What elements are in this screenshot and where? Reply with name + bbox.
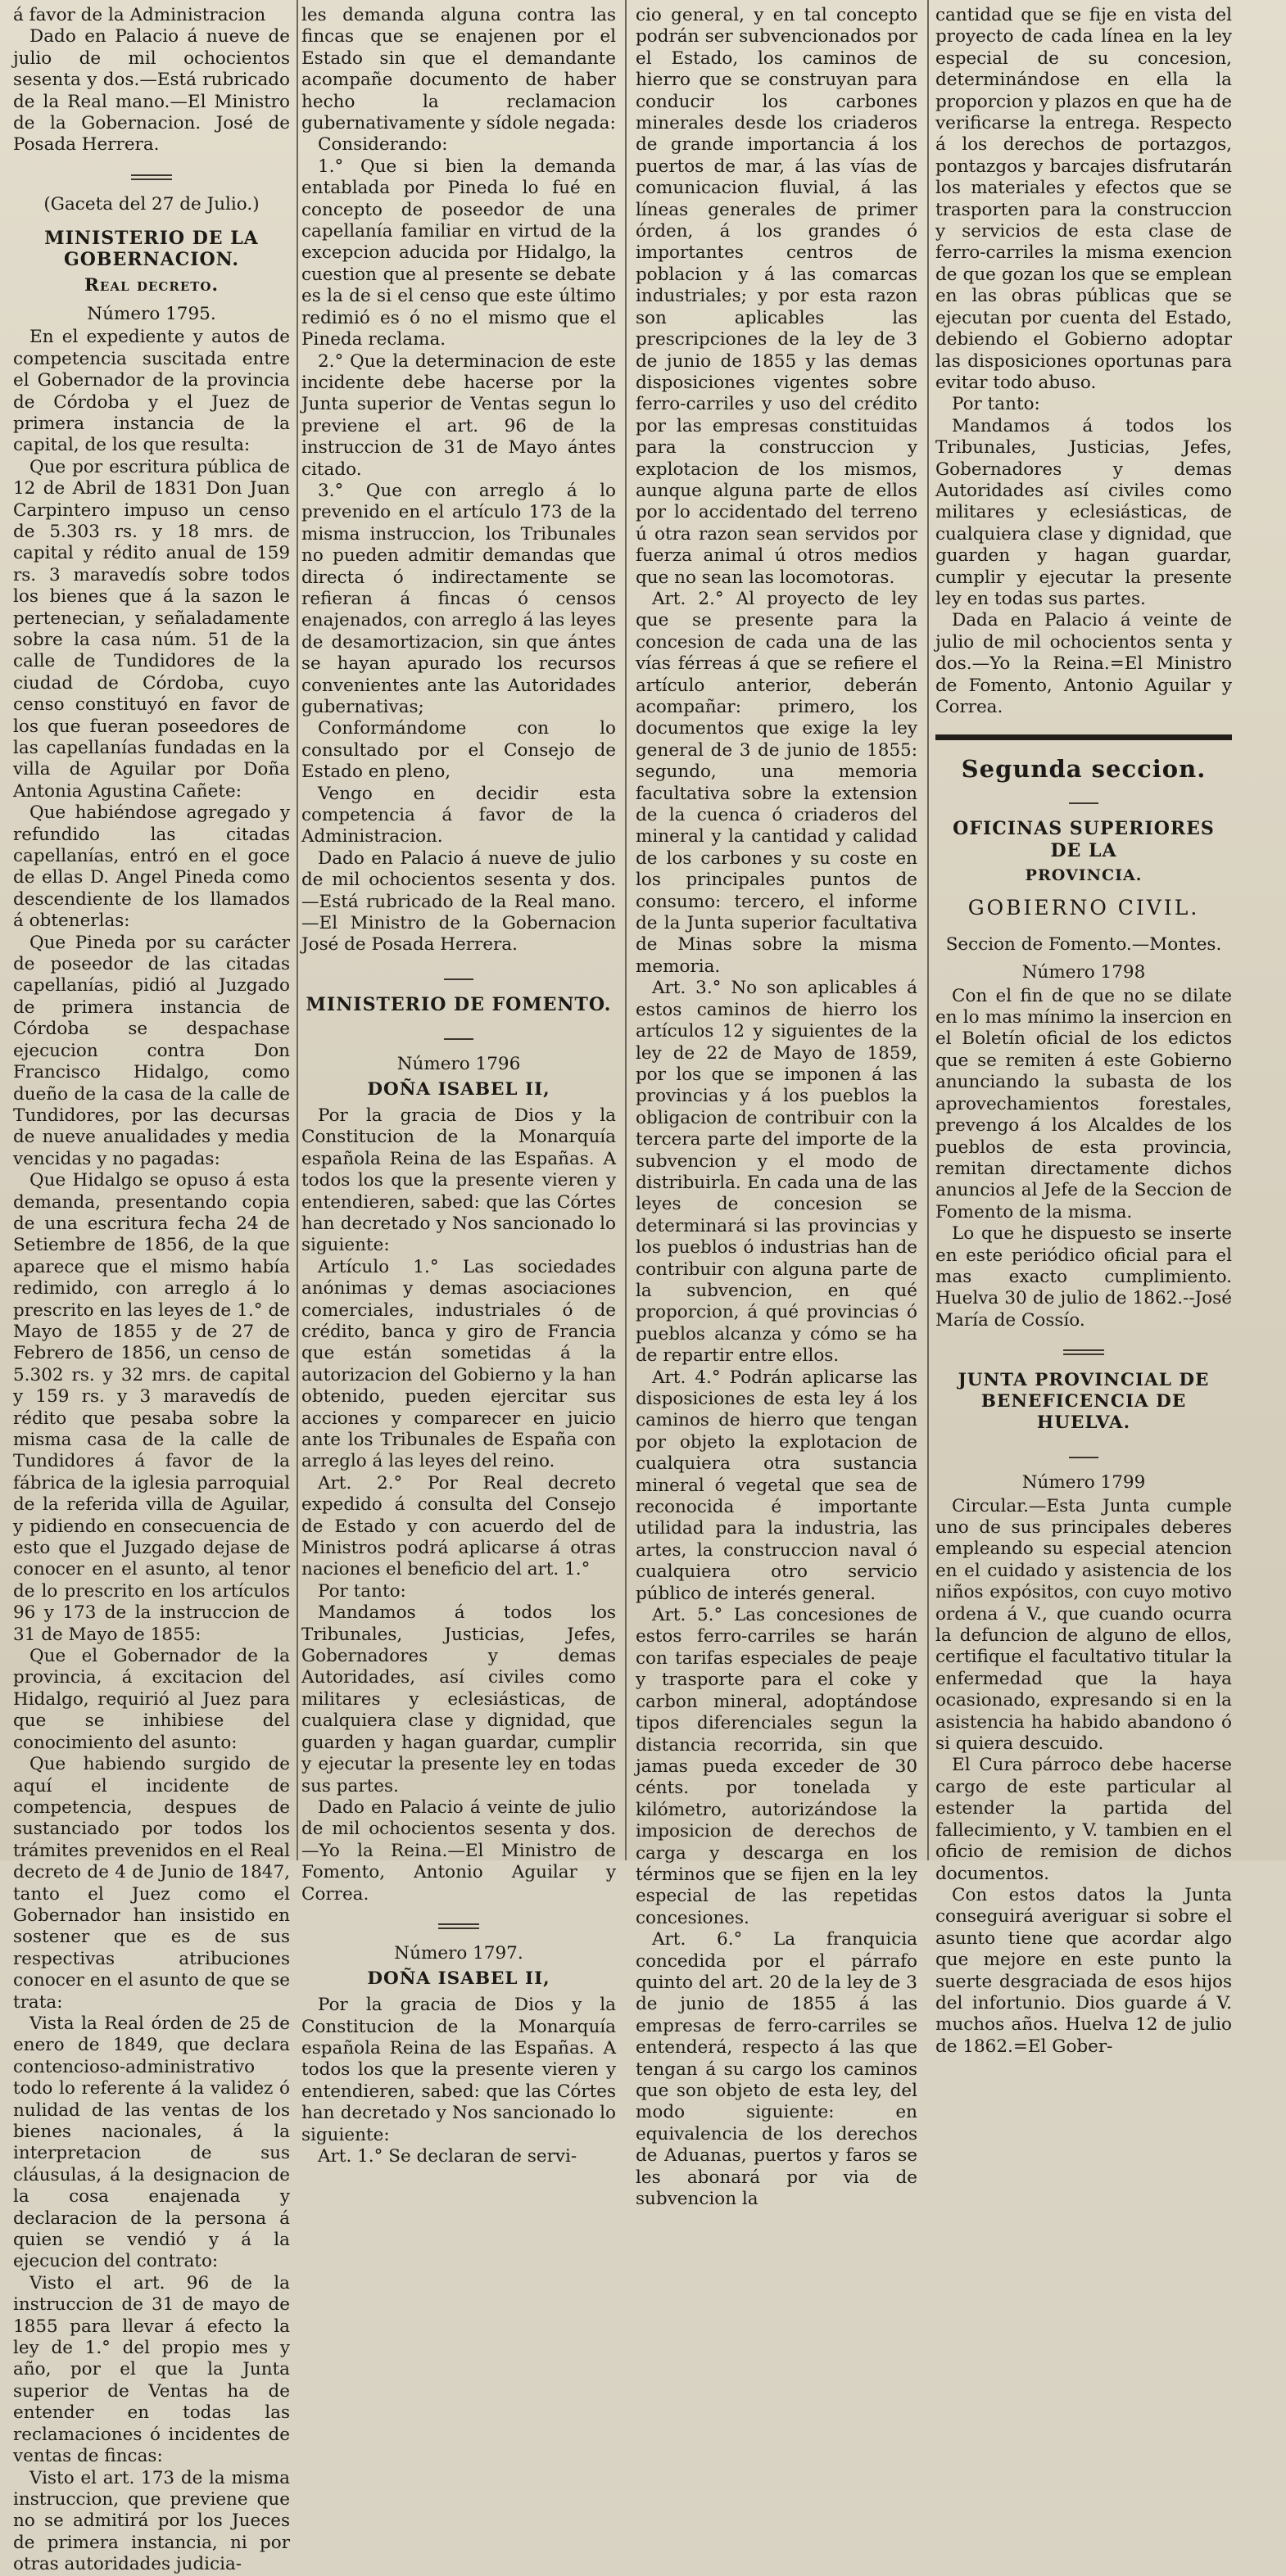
column-4 — [935, 0, 1232, 2057]
separator — [935, 789, 1232, 810]
paragraph: Que habiendo surgido de aquí el incidente de competencia, despues de sustanciado por todos los trámites prevenidos en el Real decreto de 4 de Junio de 1847, tanto el Juez como el Gobernador han insistido en sostener que es de sus respectivas atribuciones conocer en el asunto de que se trata: — [13, 1754, 290, 2013]
paragraph: Por tanto: — [318, 1580, 406, 1602]
paragraph: Considerando: — [318, 134, 448, 156]
paragraph: Mandamos á todos los Tribunales, Justicias, Jefes, Gobernadores y demas Autoridades, así civiles como militares y eclesiásticas, de cualquiera clase y dignidad, que guarden y hagan guardar, cumplir y ejecutar la presente ley en todas sus partes. — [301, 1602, 616, 1796]
paragraph: Visto el art. 96 de la instruccion de 31 de mayo de 1855 para llevar á efecto la ley de 1.° del propio mes y año, por el que la Junta superior de Ventas ha de entender en todas las reclamaciones ó incidentes de ventas de fincas: — [13, 2272, 290, 2467]
paragraph: 2.° Que la determinacion de este incidente debe hacerse por la Junta superior de Ventas segun lo previene el art. 96 de la instruccion de 31 de Mayo ántes citado. — [301, 350, 616, 480]
item-number: Número 1795. — [87, 303, 216, 324]
paragraph: cio general, y en tal concepto podrán ser subvencionados por el Estado, los caminos de hierro que se construyan para conducir los carbones minerales desde los criaderos de grande importancia á los puertos de mar, á las vías de comunicacion fluvial, á las líneas generales de primer órden, á los grandes ó importantes centros de poblacion y á las comarcas industriales; y por esta razon son aplicables las prescripciones de la ley de 3 de junio de 1855 y las demas disposiciones vigentes sobre ferro-carriles y uso del crédito por las empresas constituidas para la construccion y explotacion de los mismos, aunque alguna parte de ellos por lo accidentado del terreno ú otra razon sean servidos por fuerza animal ú otros medios que no sean las locomotoras. — [636, 5, 917, 588]
column-1 — [13, 0, 290, 2575]
junta-title: JUNTA PROVINCIAL DE BENEFICENCIA DE HUELVA. — [958, 1369, 1210, 1434]
paragraph: Con estos datos la Junta conseguirá averiguar si sobre el asunto tiene que acordar algo que mejore en este punto la suerte desgraciada de esos hijos del infortunio. Dios guarde á V. muchos años. Huelva 12 de julio de 1862.=El Gober- — [935, 1884, 1232, 2057]
column-divider — [625, 0, 627, 1860]
paragraph: Vista la Real órden de 25 de enero de 1849, que declara contencioso-administrativo todo lo referente á la validez ó nulidad de las ventas de los bienes nacionales, á la interpretacion de sus cláusulas, á la designacion de la cosa enajenada y declaracion de la persona á quien se vendió y á la ejecucion del contrato: — [13, 2013, 290, 2272]
paragraph: 1.° Que si bien la demanda entablada por Pineda lo fué en concepto de poseedor de una capellanía familiar en virtud de la excepcion aducida por Hidalgo, la cuestion que al presente se debate es la de si el censo que este último redimió es ó no el mismo que el Pineda reclama. — [301, 156, 616, 350]
separator — [13, 165, 290, 186]
offices-subtitle: PROVINCIA. — [1025, 866, 1143, 885]
paragraph: Vengo en decidir esta competencia á favor de la Administracion. — [301, 783, 616, 847]
continuation-line: á favor de la Administracion — [13, 5, 266, 25]
column-2 — [301, 0, 616, 2167]
offices-title: OFICINAS SUPERIORES DE LA — [953, 818, 1215, 861]
queen-heading: DOÑA ISABEL II, — [367, 1968, 550, 1989]
item-number: Número 1796 — [396, 1054, 521, 1075]
paragraph: Por la gracia de Dios y la Constitucion de la Monarquía española Reina de las Españas. A todos los que la presente vieren y entendieren, sabed: que las Córtes han decretado y Nos sancionado lo siguiente: — [301, 1995, 616, 2145]
paragraph: Conformándome con lo consultado por el Consejo de Estado en pleno, — [301, 718, 616, 783]
paragraph: El Cura párroco debe hacerse cargo de este particular al estender la partida del fallecimiento, y V. tambien en el oficio de remision de dichos documentos. — [935, 1755, 1232, 1884]
paragraph: Que Hidalgo se opuso á esta demanda, presentando copia de una escritura fecha 24 de Setiembre de 1856, de la que aparece que el mismo había redimido, con arreglo á lo prescrito en las leyes de 1.° de Mayo de 1855 y de 27 de Febrero de 1856, un censo de 5.302 rs. y 32 mrs. de capital y 159 rs. y 3 maravedís de rédito que pesaba sobre la misma casa de la calle de Tundidores á favor de la fábrica de la iglesia parroquial de la referida villa de Aguilar, y pidiendo en consecuencia de esto que el Juzgado dejase de conocer en el asunto, al tenor de lo prescrito en los artículos 96 y 173 de la instruccion de 31 de Mayo de 1855: — [13, 1170, 290, 1645]
paragraph: Que Pineda por su carácter de poseedor de las citadas capellanías, pidió al Juzgado de primera instancia de Córdoba se despachase ejecucion contra Don Francisco Hidalgo, como dueño de la casa de la calle de Tundidores, por las decursas de nueve anualidades y media vencidas y no pagadas: — [13, 932, 290, 1169]
queen-heading: DOÑA ISABEL II, — [367, 1078, 550, 1100]
paragraph: Art. 2.° Por Real decreto expedido á consulta del Consejo de Estado y con acuerdo del de Ministros podrá aplicarse á otras naciones el beneficio del art. 1.° — [301, 1472, 616, 1580]
paragraph: Por la gracia de Dios y la Constitucion de la Monarquía española Reina de las Españas. A todos los que la presente vieren y entendieren, sabed: que las Córtes han decretado y Nos sancionado lo siguiente: — [301, 1105, 616, 1256]
paragraph: Con el fin de que no se dilate en lo mas mínimo la insercion en el Boletín oficial de los edictos que se remiten á este Gobierno anunciando la subasta de los aprovechamientos forestales, prevengo á los Alcaldes de los pueblos de esta provincia, remitan directamente dichos anuncios al Jefe de la Seccion de Fomento de la misma. — [935, 985, 1232, 1222]
paragraph: Dado en Palacio á nueve de julio de mil ochocientos sesenta y dos.—Está rubricado de la Real mano.—El Ministro de la Gobernacion José de Posada Herrera. — [301, 847, 616, 956]
item-number: Número 1797. — [394, 1943, 523, 1964]
paragraph: En el expediente y autos de competencia suscitada entre el Gobernador de la provincia de Córdoba y el Juez de primera instancia de la capital, de los que resulta: — [13, 327, 290, 456]
item-number: Número 1799 — [1021, 1472, 1146, 1494]
paragraph: Lo que he dispuesto se inserte en este periódico oficial para el mas exacto cumplimiento. Huelva 30 de julio de 1862.--José María de Cossío. — [935, 1223, 1232, 1331]
section-rule — [935, 734, 1232, 740]
separator — [935, 1443, 1232, 1464]
paragraph: Art. 3.° No son aplicables á estos caminos de hierro los artículos 12 y siguientes de la ley de 22 de Mayo de 1859, por los que se imponen á las provincias y á los pueblos la obligacion de contribuir con la tercera parte del importe de la subvencion y el modo de distribuirla. En cada una de las leyes de concesion se determinará si las provincias y los pueblos ó industrias han de contribuir con alguna parte de la subvencion, en qué proporcion, á qué provincias ó pueblos alcanza y cómo se ha de repartir entre ellos. — [636, 978, 917, 1367]
paragraph: 3.° Que con arreglo á lo prevenido en el artículo 173 de la misma instruccion, los Tribunales no pueden admitir demandas que directa ó indirectamente se refieran á fincas ó censos enajenados, con arreglo á las leyes de desamortizacion, sin que ántes se hayan apurado los recursos convenientes ante las Autoridades gubernativas; — [301, 480, 616, 717]
paragraph: Art. 2.° Al proyecto de ley que se presente para la concesion de cada una de las vías férreas á que se refiere el artículo anterior, deberán acompañar: primero, los documentos que exige la ley general de 3 de junio de 1855: segundo, una memoria facultativa sobre la extension de la cuenca ó criaderos del mineral y la cantidad y calidad de los carbones y su coste en los principales puntos de consumo: tercero, el informe de la Junta superior facultativa de Minas sobre la misma memoria. — [636, 588, 917, 977]
paragraph: Art. 1.° Se declaran de servi- — [318, 2146, 577, 2167]
paragraph: Que el Gobernador de la provincia, á excitacion del Hidalgo, requirió al Juez para que se inhibiese del conocimiento del asunto: — [13, 1646, 290, 1753]
section-title: Segunda seccion. — [961, 755, 1207, 784]
paragraph: cantidad que se fije en vista del proyecto de cada línea en la ley especial de su concesion, determinándose en ella la proporcion y plazos en que ha de verificarse la entrega. Respecto á los derechos de portazgos, pontazgos y barcajes disfrutarán los materiales y efectos que se trasporten para la construccion y servicios de esta clase de ferro-carriles la misma exencion de que gozan los que se emplean en las obras públicas que se ejecutan por cuenta del Estado, debiendo el Gobierno adoptar las disposiciones oportunas para evitar todo abuso. — [935, 5, 1232, 393]
signature-paragraph: Dado en Palacio á nueve de julio de mil ochocientos sesenta y dos.—Está rubricado de la Real mano.—El Ministro de la Gobernacion. José de Posada Herrera. — [13, 26, 290, 156]
paragraph: Por tanto: — [952, 394, 1040, 415]
paragraph: Art. 6.° La franquicia concedida por el párrafo quinto del art. 20 de la ley de 3 de junio de 1855 á las empresas de ferro-carriles se entenderá, respecto á las que tengan á su cargo los caminos que son objeto de esta ley, del modo siguiente: en equivalencia de los derechos de Aduanas, puertos y faros se les abonará por via de subvencion la — [636, 1929, 917, 2210]
ministry-title: MINISTERIO DE LA GOBERNACION. — [44, 227, 259, 271]
item-number: Número 1798 — [1021, 962, 1146, 983]
paragraph: Art. 5.° Las concesiones de estos ferro-carriles se harán con tarifas especiales de peaje y trasporte para el coke y carbon mineral, adoptándose tipos diferenciales segun la distancia recorrida, sin que jamas pueda exceder de 30 cénts. por tonelada y kilómetro, autorizándose la imposicion de derechos de carga y descarga en los términos que se fijen en la ley especial de las repetidas concesiones. — [636, 1605, 917, 1928]
paragraph: Circular.—Esta Junta cumple uno de sus principales deberes empleando su especial atencion en el cuidado y asistencia de los niños expósitos, con cuyo motivo ordena á V., que cuando ocurra la defuncion de alguno de ellos, certifique el facultativo titular la enfermedad que la haya ocasionado, expresando si en la asistencia ha habido abandono ó si quiera descuido. — [935, 1495, 1232, 1755]
paragraph: Dada en Palacio á veinte de julio de mil ochocientos senta y dos.—Yo la Reina.=El Ministro de Fomento, Antonio Aguilar y Correa. — [935, 610, 1232, 717]
paragraph: Dado en Palacio á veinte de julio de mil ochocientos sesenta y dos.—Yo la Reina.—El Ministro de Fomento, Antonio Aguilar y Correa. — [301, 1796, 616, 1905]
column-3 — [636, 0, 917, 2210]
section-subtitle: Seccion de Fomento.—Montes. — [945, 933, 1222, 955]
ministry-title: MINISTERIO DE FOMENTO. — [306, 994, 612, 1016]
paragraph: les demanda alguna contra las fincas que se enajenen por el Estado sin que el demandante acompañe documento de haber hecho la reclamacion gubernativamente y sídole negada: — [301, 5, 616, 134]
paragraph: Que habiéndose agregado y refundido las citadas capellanías, entró en el goce de ellas D. Angel Pineda como descendiente de los llamados á obtenerlas: — [13, 802, 290, 932]
gazette-reference: (Gaceta del 27 de Julio.) — [43, 194, 260, 215]
column-divider — [927, 0, 929, 1860]
government-title: GOBIERNO CIVIL. — [967, 896, 1200, 920]
paragraph: Mandamos á todos los Tribunales, Justicias, Jefes, Gobernadores y demas Autoridades así civiles como militares y eclesiásticas, de cualquiera clase y dignidad, que guarden y hagan guardar, cumplir y ejecutar la presente ley en todas sus partes. — [935, 415, 1232, 609]
paragraph: Que por escritura pública de 12 de Abril de 1831 Don Juan Carpintero impuso un censo de 5.303 rs. y 18 mrs. de capital y rédito anual de 159 rs. 3 maravedís sobre todos los bienes que á la sazon le pertenecian, y señaladamente sobre la casa núm. 51 de la calle de Tundidores de la ciudad de Córdoba, cuyo censo constituyó en favor de los que fueran poseedores de las capellanías fundadas en la villa de Aguilar por Doña Antonia Agustina Cañete: — [13, 456, 290, 802]
decree-title: Real decreto. — [84, 275, 219, 296]
column-divider — [297, 0, 298, 1860]
separator — [301, 1024, 616, 1046]
paragraph: Visto el art. 173 de la misma instruccion, que previene que no se admitirá por los Jueces de primera instancia, ni por otras autoridades judicia- — [13, 2467, 290, 2575]
paragraph: Artículo 1.° Las sociedades anónimas y demas asociaciones comerciales, industriales ó de crédito, banca y giro de Francia que están sometidas á la autorizacion del Gobierno y la han obtenido, pueden ejercitar sus acciones y comparecer en juicio ante los Tribunales de España con arreglo á las leyes del reino. — [301, 1256, 616, 1472]
separator — [301, 1914, 616, 1935]
separator — [301, 965, 616, 986]
separator — [935, 1340, 1232, 1361]
paragraph: Art. 4.° Podrán aplicarse las disposiciones de esta ley á los caminos de hierro que tengan por objeto la explotacion de cualquiera otra sustancia mineral ó vegetal que sea de reconocida é importante utilidad para la industria, las artes, la construccion naval ó cualquiera otro servicio público de interés general. — [636, 1367, 917, 1604]
